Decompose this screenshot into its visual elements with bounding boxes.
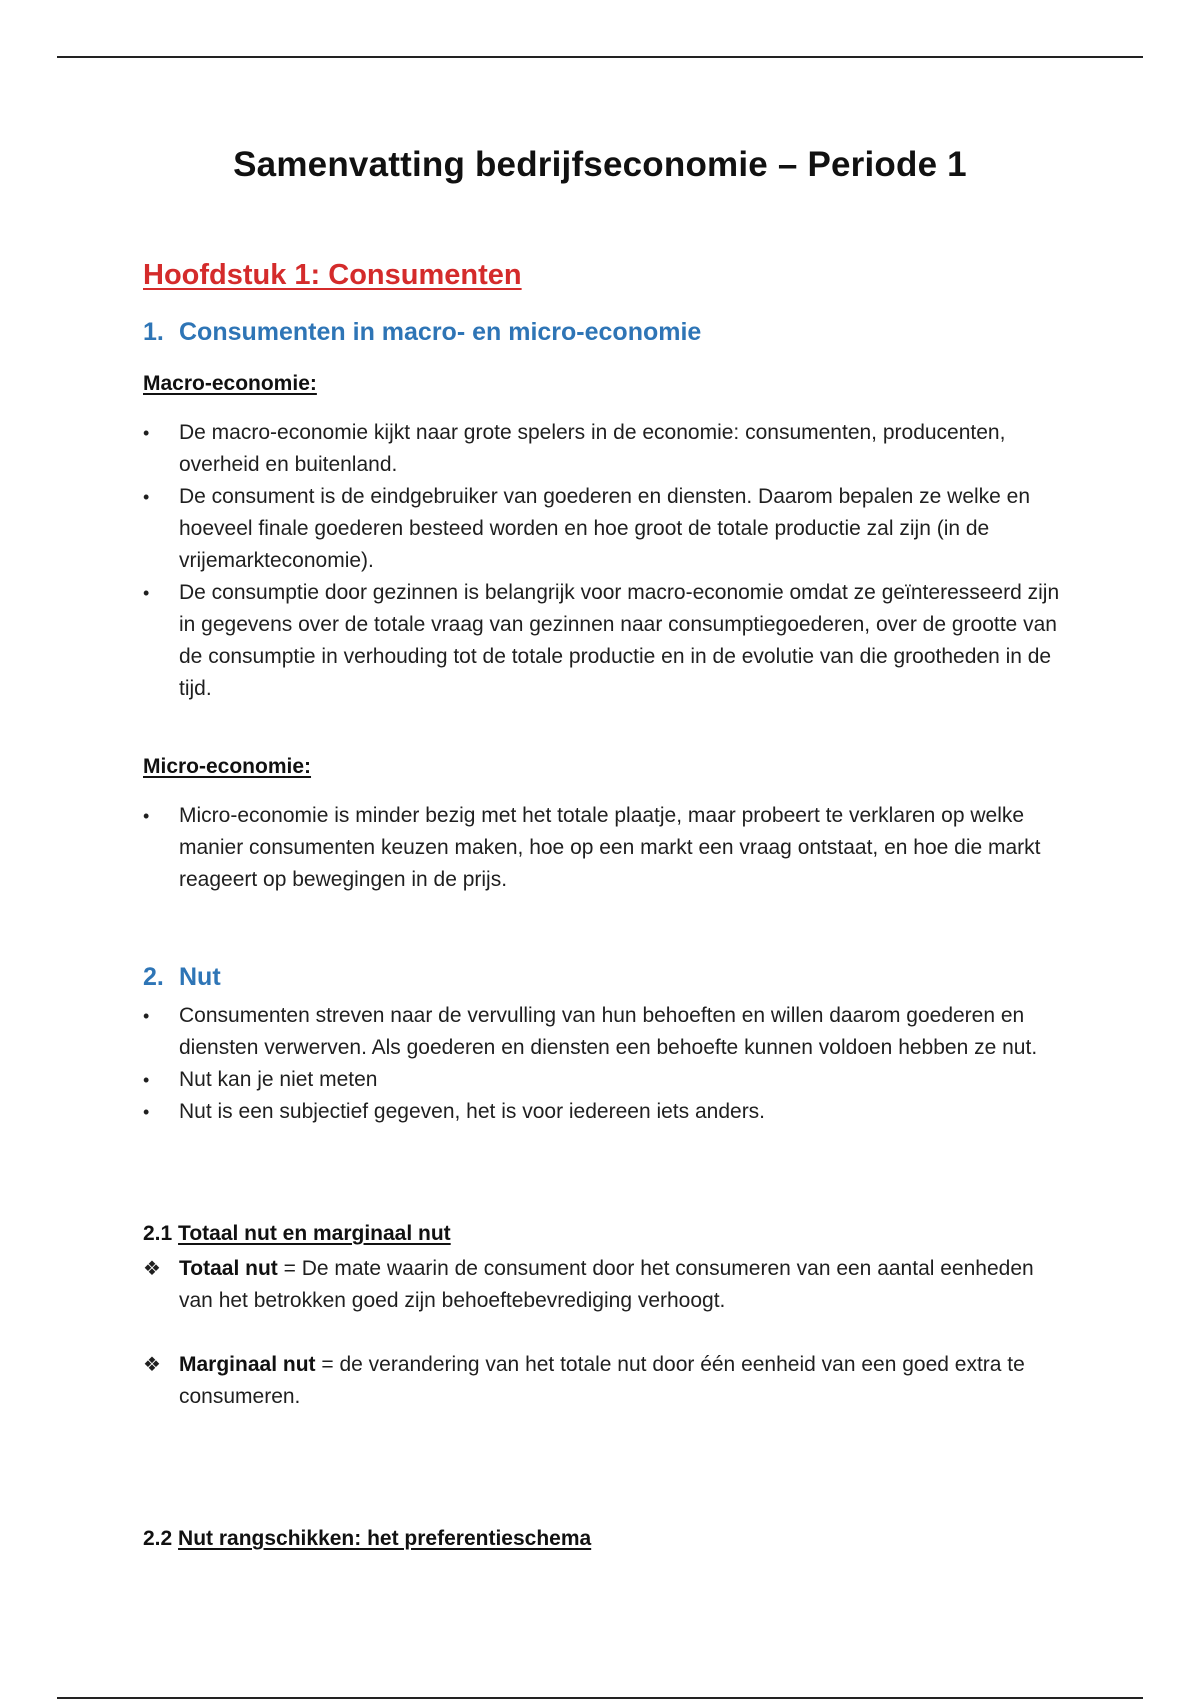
list-item-text: De consument is de eindgebruiker van goederen en diensten. Daarom bepalen ze welke en hoeveel finale goederen besteed worden en hoe groot de totale productie zal zijn (in de vrijemarkteconomie). bbox=[179, 485, 1031, 572]
subsection-2-2-number: 2.2 bbox=[143, 1527, 173, 1550]
definitions-list bbox=[143, 1253, 1063, 1413]
list-item-text: De macro-economie kijkt naar grote spelers in de economie: consumenten, producenten, overheid en buitenland. bbox=[179, 421, 1006, 476]
section-2-heading bbox=[143, 963, 221, 992]
section-2-title: Nut bbox=[179, 963, 221, 991]
definition-text: = de verandering van het totale nut door één eenheid van een goed extra te consumeren. bbox=[179, 1353, 1025, 1408]
bullet-icon: • bbox=[143, 583, 150, 603]
list-item-text: Nut kan je niet meten bbox=[179, 1068, 378, 1091]
macro-label-text: Macro-economie: bbox=[143, 372, 317, 395]
bullet-icon: • bbox=[143, 423, 150, 443]
diamond-bullet-icon: ❖ bbox=[143, 1258, 161, 1280]
subsection-2-1-number: 2.1 bbox=[143, 1222, 173, 1245]
definition-term: Marginaal nut bbox=[179, 1353, 316, 1376]
list-item bbox=[143, 1064, 1063, 1096]
definition-item bbox=[143, 1349, 1063, 1413]
list-item bbox=[143, 481, 1063, 577]
macro-list bbox=[143, 417, 1063, 705]
section-1-title: Consumenten in macro- en micro-economie bbox=[179, 318, 702, 346]
micro-label bbox=[143, 755, 311, 779]
list-item bbox=[143, 417, 1063, 481]
section-1-number: 1. bbox=[143, 318, 164, 346]
diamond-bullet-icon: ❖ bbox=[143, 1354, 161, 1376]
subsection-2-2-heading bbox=[143, 1527, 591, 1551]
definition-item bbox=[143, 1253, 1063, 1317]
section-2-number: 2. bbox=[143, 963, 164, 991]
definition-text: = De mate waarin de consument door het consumeren van een aantal eenheden van het betrokken goed zijn behoeftebevrediging verhoogt. bbox=[179, 1257, 1034, 1312]
list-item bbox=[143, 800, 1063, 896]
list-item-text: Micro-economie is minder bezig met het totale plaatje, maar probeert te verklaren op welke manier consumenten keuzen maken, hoe op een markt een vraag ontstaat, en hoe die markt reageert op bewegingen in de prijs. bbox=[179, 804, 1041, 891]
subsection-2-1-title: Totaal nut en marginaal nut bbox=[178, 1222, 451, 1245]
section-1-heading bbox=[143, 318, 701, 347]
list-item bbox=[143, 577, 1063, 705]
definition-term: Totaal nut bbox=[179, 1257, 278, 1280]
bullet-icon: • bbox=[143, 1102, 150, 1122]
document-title: Samenvatting bedrijfseconomie – Periode 1 bbox=[233, 145, 967, 184]
micro-list bbox=[143, 800, 1063, 896]
subsection-2-2-title: Nut rangschikken: het preferentieschema bbox=[178, 1527, 592, 1550]
bullet-icon: • bbox=[143, 806, 150, 826]
list-item-text: De consumptie door gezinnen is belangrijk voor macro-economie omdat ze geïnteresseerd zijn in gegevens over de totale vraag van gezinnen naar consumptiegoederen, over de grootte van de consumptie in verhouding tot de totale productie en in de evolutie van die grootheden in de tijd. bbox=[179, 581, 1060, 700]
bullet-icon: • bbox=[143, 1070, 150, 1090]
list-item bbox=[143, 1000, 1063, 1064]
subsection-2-1-heading bbox=[143, 1222, 451, 1246]
header-rule bbox=[57, 56, 1143, 58]
footer-rule bbox=[57, 1697, 1143, 1699]
list-item-text: Consumenten streven naar de vervulling van hun behoeften en willen daarom goederen en diensten verwerven. Als goederen en diensten een behoefte kunnen voldoen hebben ze nut. bbox=[179, 1004, 1038, 1059]
bullet-icon: • bbox=[143, 1006, 150, 1026]
nut-list bbox=[143, 1000, 1063, 1128]
list-item bbox=[143, 1096, 1063, 1128]
micro-label-text: Micro-economie: bbox=[143, 755, 312, 778]
macro-label bbox=[143, 372, 317, 396]
chapter-heading: Hoofdstuk 1: Consumenten bbox=[143, 259, 522, 291]
list-item-text: Nut is een subjectief gegeven, het is voor iedereen iets anders. bbox=[179, 1100, 766, 1123]
bullet-icon: • bbox=[143, 487, 150, 507]
spacer bbox=[143, 1317, 1063, 1349]
